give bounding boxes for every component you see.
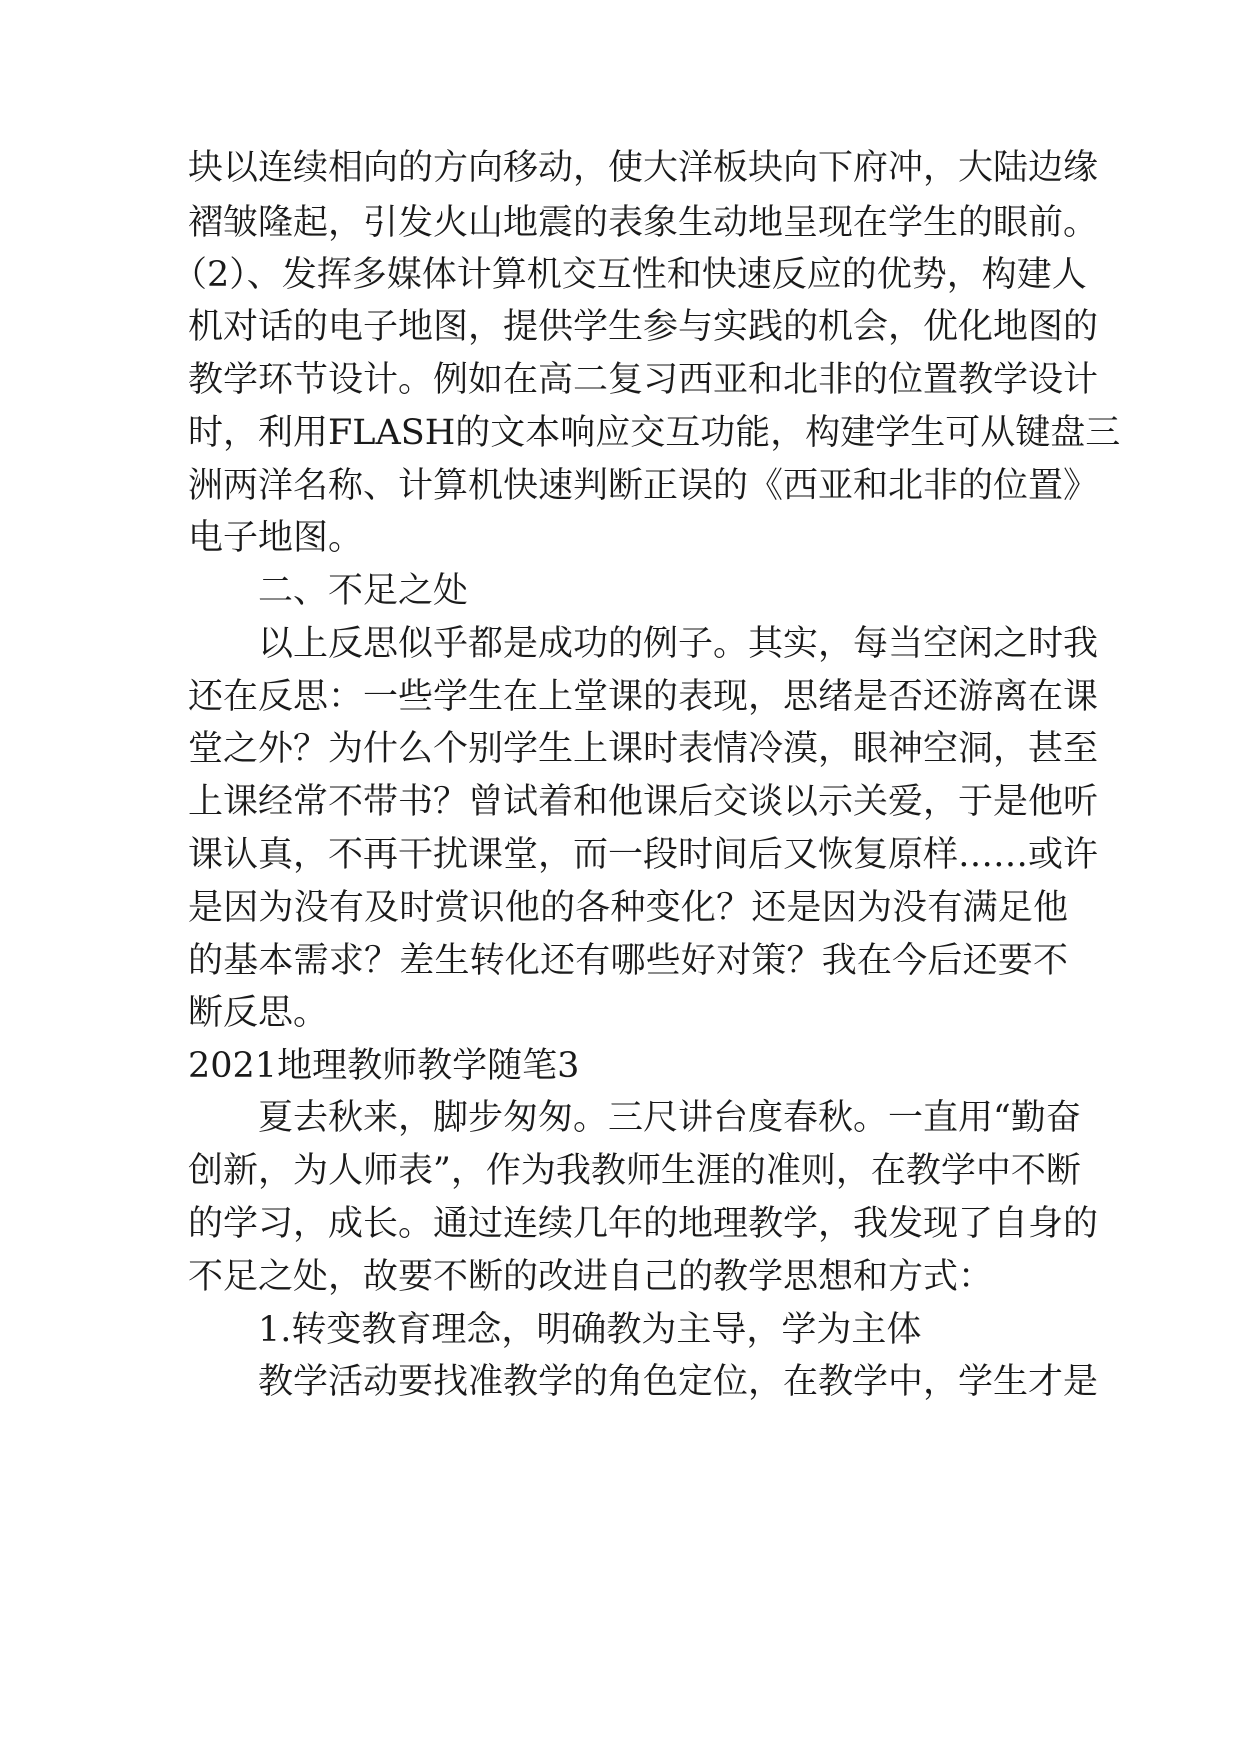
paragraph-line: 断反思。 <box>188 993 329 1033</box>
paragraph-line: 洲两洋名称、计算机快速判断正误的《西亚和北非的位置》 <box>188 466 1099 506</box>
paragraph-line: 电子地图。 <box>188 518 364 558</box>
paragraph-line: 课认真，不再干扰课堂，而一段时间后又恢复原样……或许 <box>188 835 1099 875</box>
paragraph-line: 的基本需求？差生转化还有哪些好对策？我在今后还要不 <box>188 941 1068 981</box>
article-title: 2021地理教师教学随笔3 <box>188 1046 580 1086</box>
paragraph-line: 块以连续相向的方向移动，使大洋板块向下府冲，大陆边缘 <box>188 148 1099 188</box>
paragraph-line: 以上反思似乎都是成功的例子。其实，每当空闲之时我 <box>258 624 1099 664</box>
paragraph-line: 教学活动要找准教学的角色定位，在教学中，学生才是 <box>258 1362 1099 1402</box>
paragraph-line: （2）、发挥多媒体计算机交互性和快速反应的优势，构建人 <box>172 255 1087 295</box>
paragraph-line: 教学环节设计。例如在高二复习西亚和北非的位置教学设计 <box>188 360 1099 400</box>
paragraph-line: 上课经常不带书？曾试着和他课后交谈以示关爱，于是他听 <box>188 782 1099 822</box>
paragraph-line: 夏去秋来，脚步匆匆。三尺讲台度春秋。一直用“勤奋 <box>258 1098 1081 1138</box>
paragraph-line: 的学习，成长。通过连续几年的地理教学，我发现了自身的 <box>188 1204 1099 1244</box>
numbered-heading: 1.转变教育理念，明确教为主导，学为主体 <box>258 1310 922 1350</box>
paragraph-line: 堂之外？为什么个别学生上课时表情冷漠，眼神空洞，甚至 <box>188 729 1099 769</box>
paragraph-line: 时，利用FLASH的文本响应交互功能，构建学生可从键盘三 <box>188 413 1121 453</box>
paragraph-line: 褶皱隆起，引发火山地震的表象生动地呈现在学生的眼前。 <box>188 203 1099 243</box>
paragraph-line: 是因为没有及时赏识他的各种变化？还是因为没有满足他 <box>188 888 1068 928</box>
paragraph-line: 不足之处，故要不断的改进自己的教学思想和方式： <box>188 1257 994 1297</box>
paragraph-line: 还在反思：一些学生在上堂课的表现，思绪是否还游离在课 <box>188 677 1099 717</box>
section-heading: 二、不足之处 <box>258 571 469 611</box>
paragraph-line: 机对话的电子地图，提供学生参与实践的机会，优化地图的 <box>188 307 1099 347</box>
paragraph-line: 创新，为人师表”，作为我教师生涯的准则，在教学中不断 <box>188 1151 1081 1191</box>
